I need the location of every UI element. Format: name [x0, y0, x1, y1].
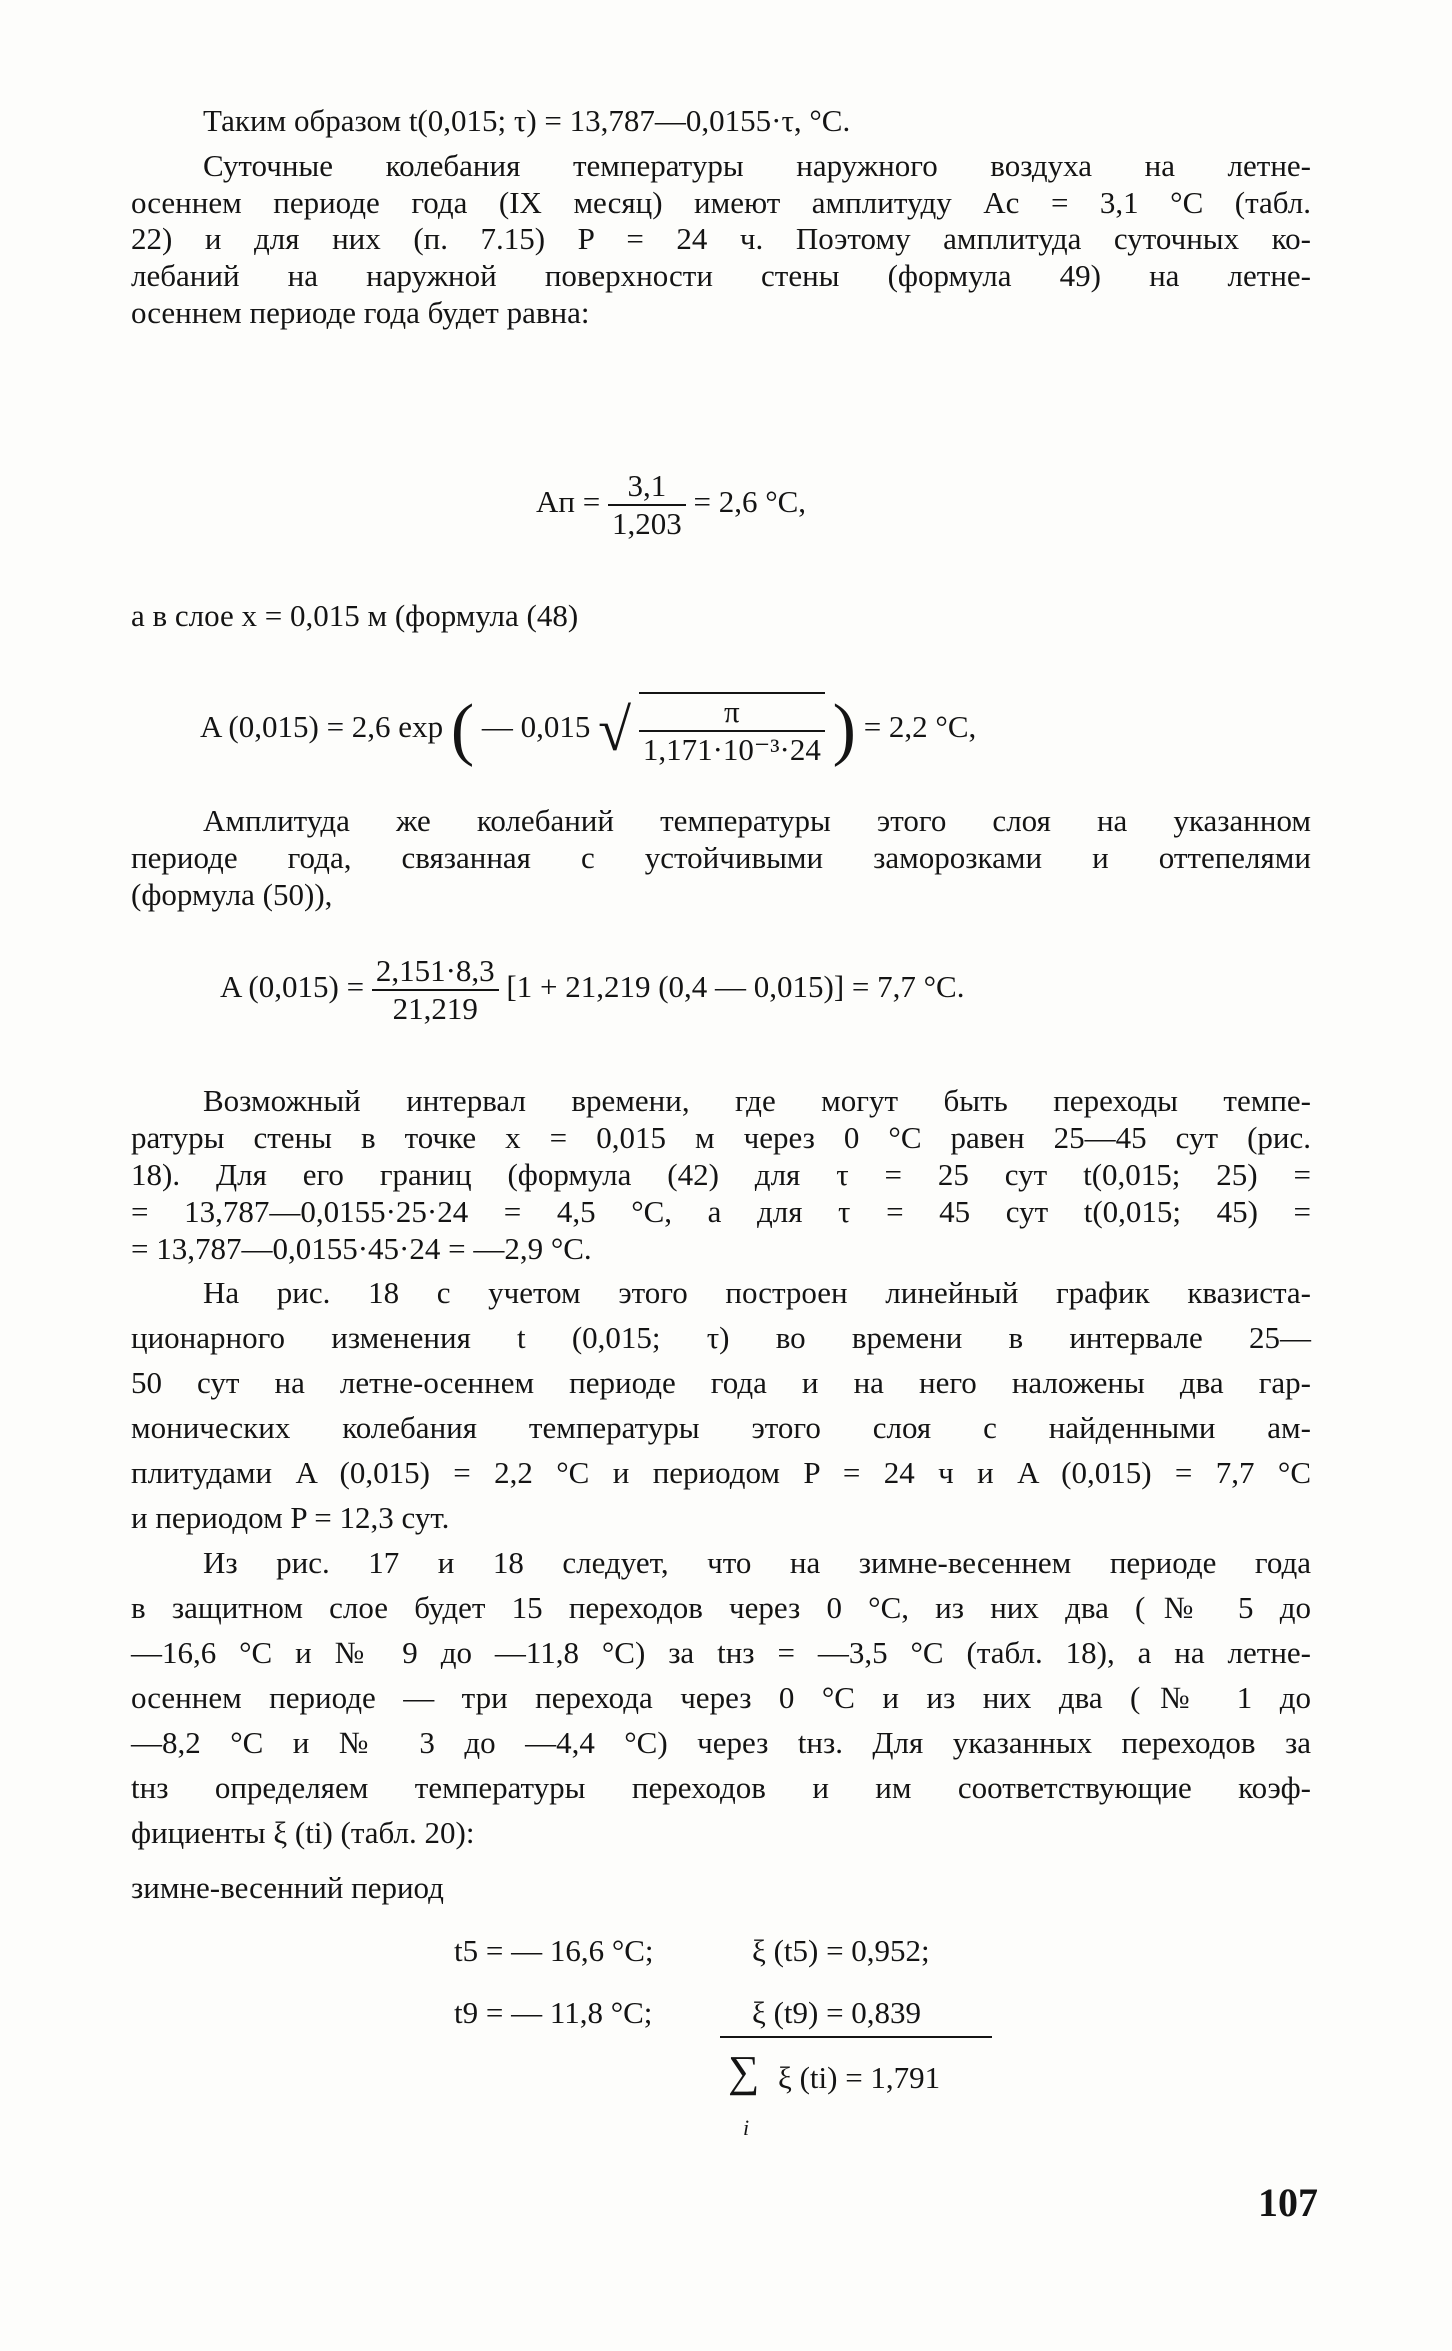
text-line: осеннем периоде года будет равна:: [131, 295, 590, 330]
equation-rhs: = 2,6 °С,: [693, 484, 807, 520]
equation-rhs: = 2,2 °С,: [863, 709, 977, 745]
sigma-icon: ∑: [728, 2047, 760, 2096]
equation-xi9: ξ (t9) = 0,839: [752, 1995, 922, 2030]
text-line: зимне-весенний период: [131, 1870, 444, 1905]
equation-amplitude-thaw: [220, 953, 964, 1027]
equation-sum: ξ (ti) = 1,791: [778, 2060, 941, 2095]
text-line: в защитном слое будет 15 переходов через 0 °С, из них два (№ 5 до: [131, 1590, 1311, 1625]
equation-t9: t9 = — 11,8 °С;: [454, 1995, 653, 2030]
fraction-denominator: 21,219: [372, 989, 499, 1027]
text-line: ционарного изменения t (0,015; τ) во времени в интервале 25—: [131, 1320, 1311, 1355]
text-line: и периодом P = 12,3 сут.: [131, 1500, 450, 1535]
text-line: tнз определяем температуры переходов и им соответствующие коэф-: [131, 1770, 1311, 1805]
text-line: Таким образом t(0,015; τ) = 13,787—0,0155·τ, °С.: [203, 103, 851, 138]
sqrt-sign-icon: √: [598, 697, 632, 763]
text-line: осеннем периоде года (IX месяц) имеют амплитуду Aс = 3,1 °С (табл.: [131, 185, 1311, 220]
text-line: = 13,787—0,0155·25·24 = 4,5 °С, а для τ = 45 сут t(0,015; 45) =: [131, 1194, 1311, 1229]
text-line: монических колебания температуры этого слоя с найденными ам-: [131, 1410, 1311, 1445]
text-line: 18). Для его границ (формула (42) для τ = 25 сут t(0,015; 25) =: [131, 1157, 1311, 1192]
text-line: —8,2 °С и № 3 до —4,4 °С) через tнз. Для указанных переходов за: [131, 1725, 1311, 1760]
sum-rule: [720, 2036, 992, 2038]
text-line: а в слое x = 0,015 м (формула (48): [131, 598, 579, 633]
fraction-numerator: 2,151·8,3: [375, 953, 495, 988]
fraction-denominator: 1,203: [608, 504, 686, 542]
equation-lhs: A (0,015) = 2,6 exp: [200, 709, 444, 745]
text-line: Возможный интервал времени, где могут быть переходы темпе-: [203, 1083, 1311, 1118]
text-line: Суточные колебания температуры наружного воздуха на летне-: [203, 148, 1311, 183]
fraction-numerator: 3,1: [627, 468, 667, 503]
paren-close: ): [832, 691, 856, 768]
text-line: ратуры стены в точке x = 0,015 м через 0 °С равен 25—45 сут (рис.: [131, 1120, 1311, 1155]
text-line: На рис. 18 с учетом этого построен линейный график квазиста-: [203, 1275, 1311, 1310]
text-line: фициенты ξ (ti) (табл. 20):: [131, 1815, 475, 1850]
paren-open: (: [450, 691, 475, 768]
sum-index: i: [743, 2115, 750, 2140]
page-number: 107: [1258, 2180, 1318, 2225]
fraction: [372, 953, 499, 1027]
equation-xi5: ξ (t5) = 0,952;: [752, 1933, 930, 1968]
text-line: 22) и для них (п. 7.15) P = 24 ч. Поэтому амплитуда суточных ко-: [131, 221, 1311, 256]
text-line: Амплитуда же колебаний температуры этого слоя на указанном: [203, 803, 1311, 838]
text-line: периоде года, связанная с устойчивыми заморозками и оттепелями: [131, 840, 1311, 875]
fraction: [608, 468, 686, 542]
text-line: лебаний на наружной поверхности стены (формула 49) на летне-: [131, 258, 1311, 293]
text-line: (формула (50)),: [131, 877, 333, 912]
text-line: = 13,787—0,0155·45·24 = —2,9 °С.: [131, 1231, 592, 1266]
equation-lhs: Aп =: [536, 484, 601, 520]
fraction-denominator: 1,171·10⁻³·24: [639, 730, 825, 768]
equation-lhs: A (0,015) =: [220, 969, 365, 1005]
text-line: Из рис. 17 и 18 следует, что на зимне-весеннем периоде года: [203, 1545, 1311, 1580]
text-line: 50 сут на летне-осеннем периоде года и на него наложены два гар-: [131, 1365, 1311, 1400]
equation-rhs: [1 + 21,219 (0,4 — 0,015)] = 7,7 °С.: [506, 969, 965, 1005]
fraction-numerator: π: [724, 694, 740, 729]
equation-amplitude-surface: [536, 468, 806, 542]
coefficient: — 0,015: [481, 709, 591, 745]
fraction: [639, 692, 825, 768]
equation-t5: t5 = — 16,6 °С;: [454, 1933, 654, 1968]
text-line: плитудами A (0,015) = 2,2 °С и периодом P = 24 ч и A (0,015) = 7,7 °С: [131, 1455, 1311, 1490]
text-line: осеннем периоде — три перехода через 0 °С и из них два (№ 1 до: [131, 1680, 1311, 1715]
equation-amplitude-layer: [200, 692, 976, 768]
text-line: —16,6 °С и № 9 до —11,8 °С) за tнз = —3,5 °С (табл. 18), а на летне-: [131, 1635, 1311, 1670]
